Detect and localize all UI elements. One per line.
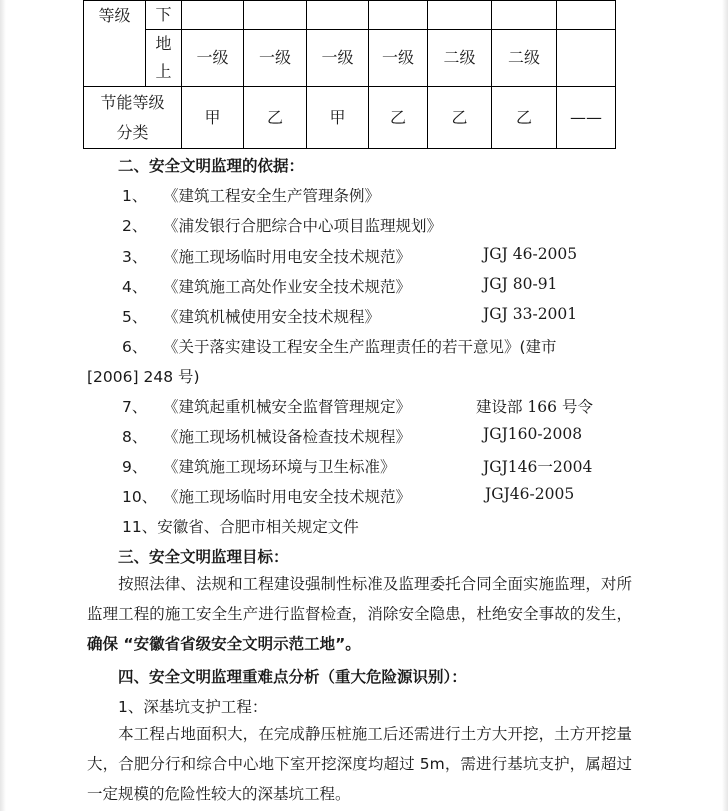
item-number: 2、: [122, 217, 148, 235]
item-code: JGJ 33-2001: [483, 305, 578, 323]
goal-text: 按照法律、法规和工程建设强制性标准及监理委托合同全面实施监理，对所监理工程的施工安全生产进行监督检查，消除安全隐患，杜绝安全事故的发生，: [87, 575, 632, 623]
table-cell: 一级: [244, 30, 307, 87]
table-cell: 甲: [307, 87, 369, 149]
item-title: 《建筑施工高处作业安全技术规范》: [163, 278, 412, 296]
item-title: 《建筑工程安全生产管理条例》: [163, 187, 381, 205]
item-number: 4、: [122, 278, 148, 296]
item-code: JGJ 46-2005: [483, 245, 578, 263]
page-edge-left: [0, 0, 6, 811]
grade-label: 等级: [98, 6, 131, 25]
table-cell: [182, 1, 244, 30]
item-code: JGJ146一2004: [483, 458, 593, 476]
item-number: 1、: [122, 187, 148, 205]
above-ground-label-line2: 上: [155, 62, 172, 81]
table-cell: 二级: [492, 30, 557, 87]
item-number: 3、: [122, 248, 148, 266]
item-number: 7、: [122, 398, 148, 416]
item-title: 《施工现场临时用电安全技术规范》: [163, 248, 412, 266]
grade-label-cell: [84, 1, 146, 87]
table-cell: 一级: [182, 30, 244, 87]
item-title: 《关于落实建设工程安全生产监理责任的若干意见》(建市: [163, 338, 557, 356]
table-row: [84, 30, 616, 87]
energy-class-label-cell: [84, 87, 182, 149]
list-item-continuation: [2006] 248 号): [87, 368, 200, 386]
table-cell: [492, 1, 557, 30]
table-row: [84, 87, 616, 149]
goal-emphasis: 确保 “安徽省省级安全文明示范工地”。: [87, 635, 361, 653]
table-cell: [146, 30, 182, 87]
table-cell: 甲: [182, 87, 244, 149]
excavation-paragraph: [87, 719, 632, 809]
item-title: 《施工现场机械设备检查技术规程》: [163, 428, 412, 446]
item-title: 《建筑机械使用安全技术规程》: [163, 308, 381, 326]
section-heading: 四、安全文明监理重难点分析（重大危险源识别）：: [118, 668, 467, 686]
list-item: 11、安徽省、合肥市相关规定文件: [122, 518, 359, 536]
section-heading: 二、安全文明监理的依据：: [118, 157, 305, 175]
item-number: 10、: [122, 488, 158, 506]
table-cell: 乙: [492, 87, 557, 149]
item-code: JGJ46-2005: [485, 485, 575, 503]
table-cell: 乙: [244, 87, 307, 149]
table-cell: [307, 1, 369, 30]
section-heading: 三、安全文明监理目标：: [118, 548, 289, 566]
item-code: JGJ160-2008: [483, 425, 583, 443]
energy-grade-table: [83, 0, 616, 149]
item-number: 6、: [122, 338, 148, 356]
item-number: 5、: [122, 308, 148, 326]
item-title: 《施工现场临时用电安全技术规范》: [163, 488, 412, 506]
item-code: 建设部 166 号令: [476, 398, 593, 416]
item-title: 《浦发银行合肥综合中心项目监理规划》: [163, 217, 443, 235]
page-edge-right: [722, 0, 728, 811]
table-cell: 乙: [428, 87, 492, 149]
table-cell: [244, 1, 307, 30]
above-ground-label-line1: 地: [155, 34, 172, 53]
energy-class-label-line2: 分类: [116, 122, 149, 142]
item-title: 《建筑施工现场环境与卫生标准》: [163, 458, 396, 476]
table-cell: 一级: [369, 30, 428, 87]
excavation-text: 本工程占地面积大，在完成静压桩施工后还需进行土方大开挖，土方开挖量大，合肥分行和综合中心地下室开挖深度均超过 5m，需进行基坑支护，属超过一定规模的危险性较大的深基坑工程。: [87, 725, 632, 803]
table-cell: [557, 30, 616, 87]
table-cell: [369, 1, 428, 30]
subsection-title: 1、深基坑支护工程：: [118, 698, 268, 716]
item-number: 8、: [122, 428, 148, 446]
table-cell: 一级: [307, 30, 369, 87]
table-cell: 二级: [428, 30, 492, 87]
item-number: 9、: [122, 458, 148, 476]
item-title: 《建筑起重机械安全监督管理规定》: [163, 398, 412, 416]
table-cell: [557, 1, 616, 30]
goal-paragraph: [87, 569, 632, 659]
table-cell: 乙: [369, 87, 428, 149]
table-cell: [428, 1, 492, 30]
table-cell: ——: [557, 87, 616, 149]
energy-class-label-line1: 节能等级: [100, 92, 165, 112]
below-ground-label: 下: [155, 5, 172, 24]
table-row: [84, 1, 616, 30]
table-cell: [146, 1, 182, 30]
item-code: JGJ 80-91: [483, 275, 558, 293]
